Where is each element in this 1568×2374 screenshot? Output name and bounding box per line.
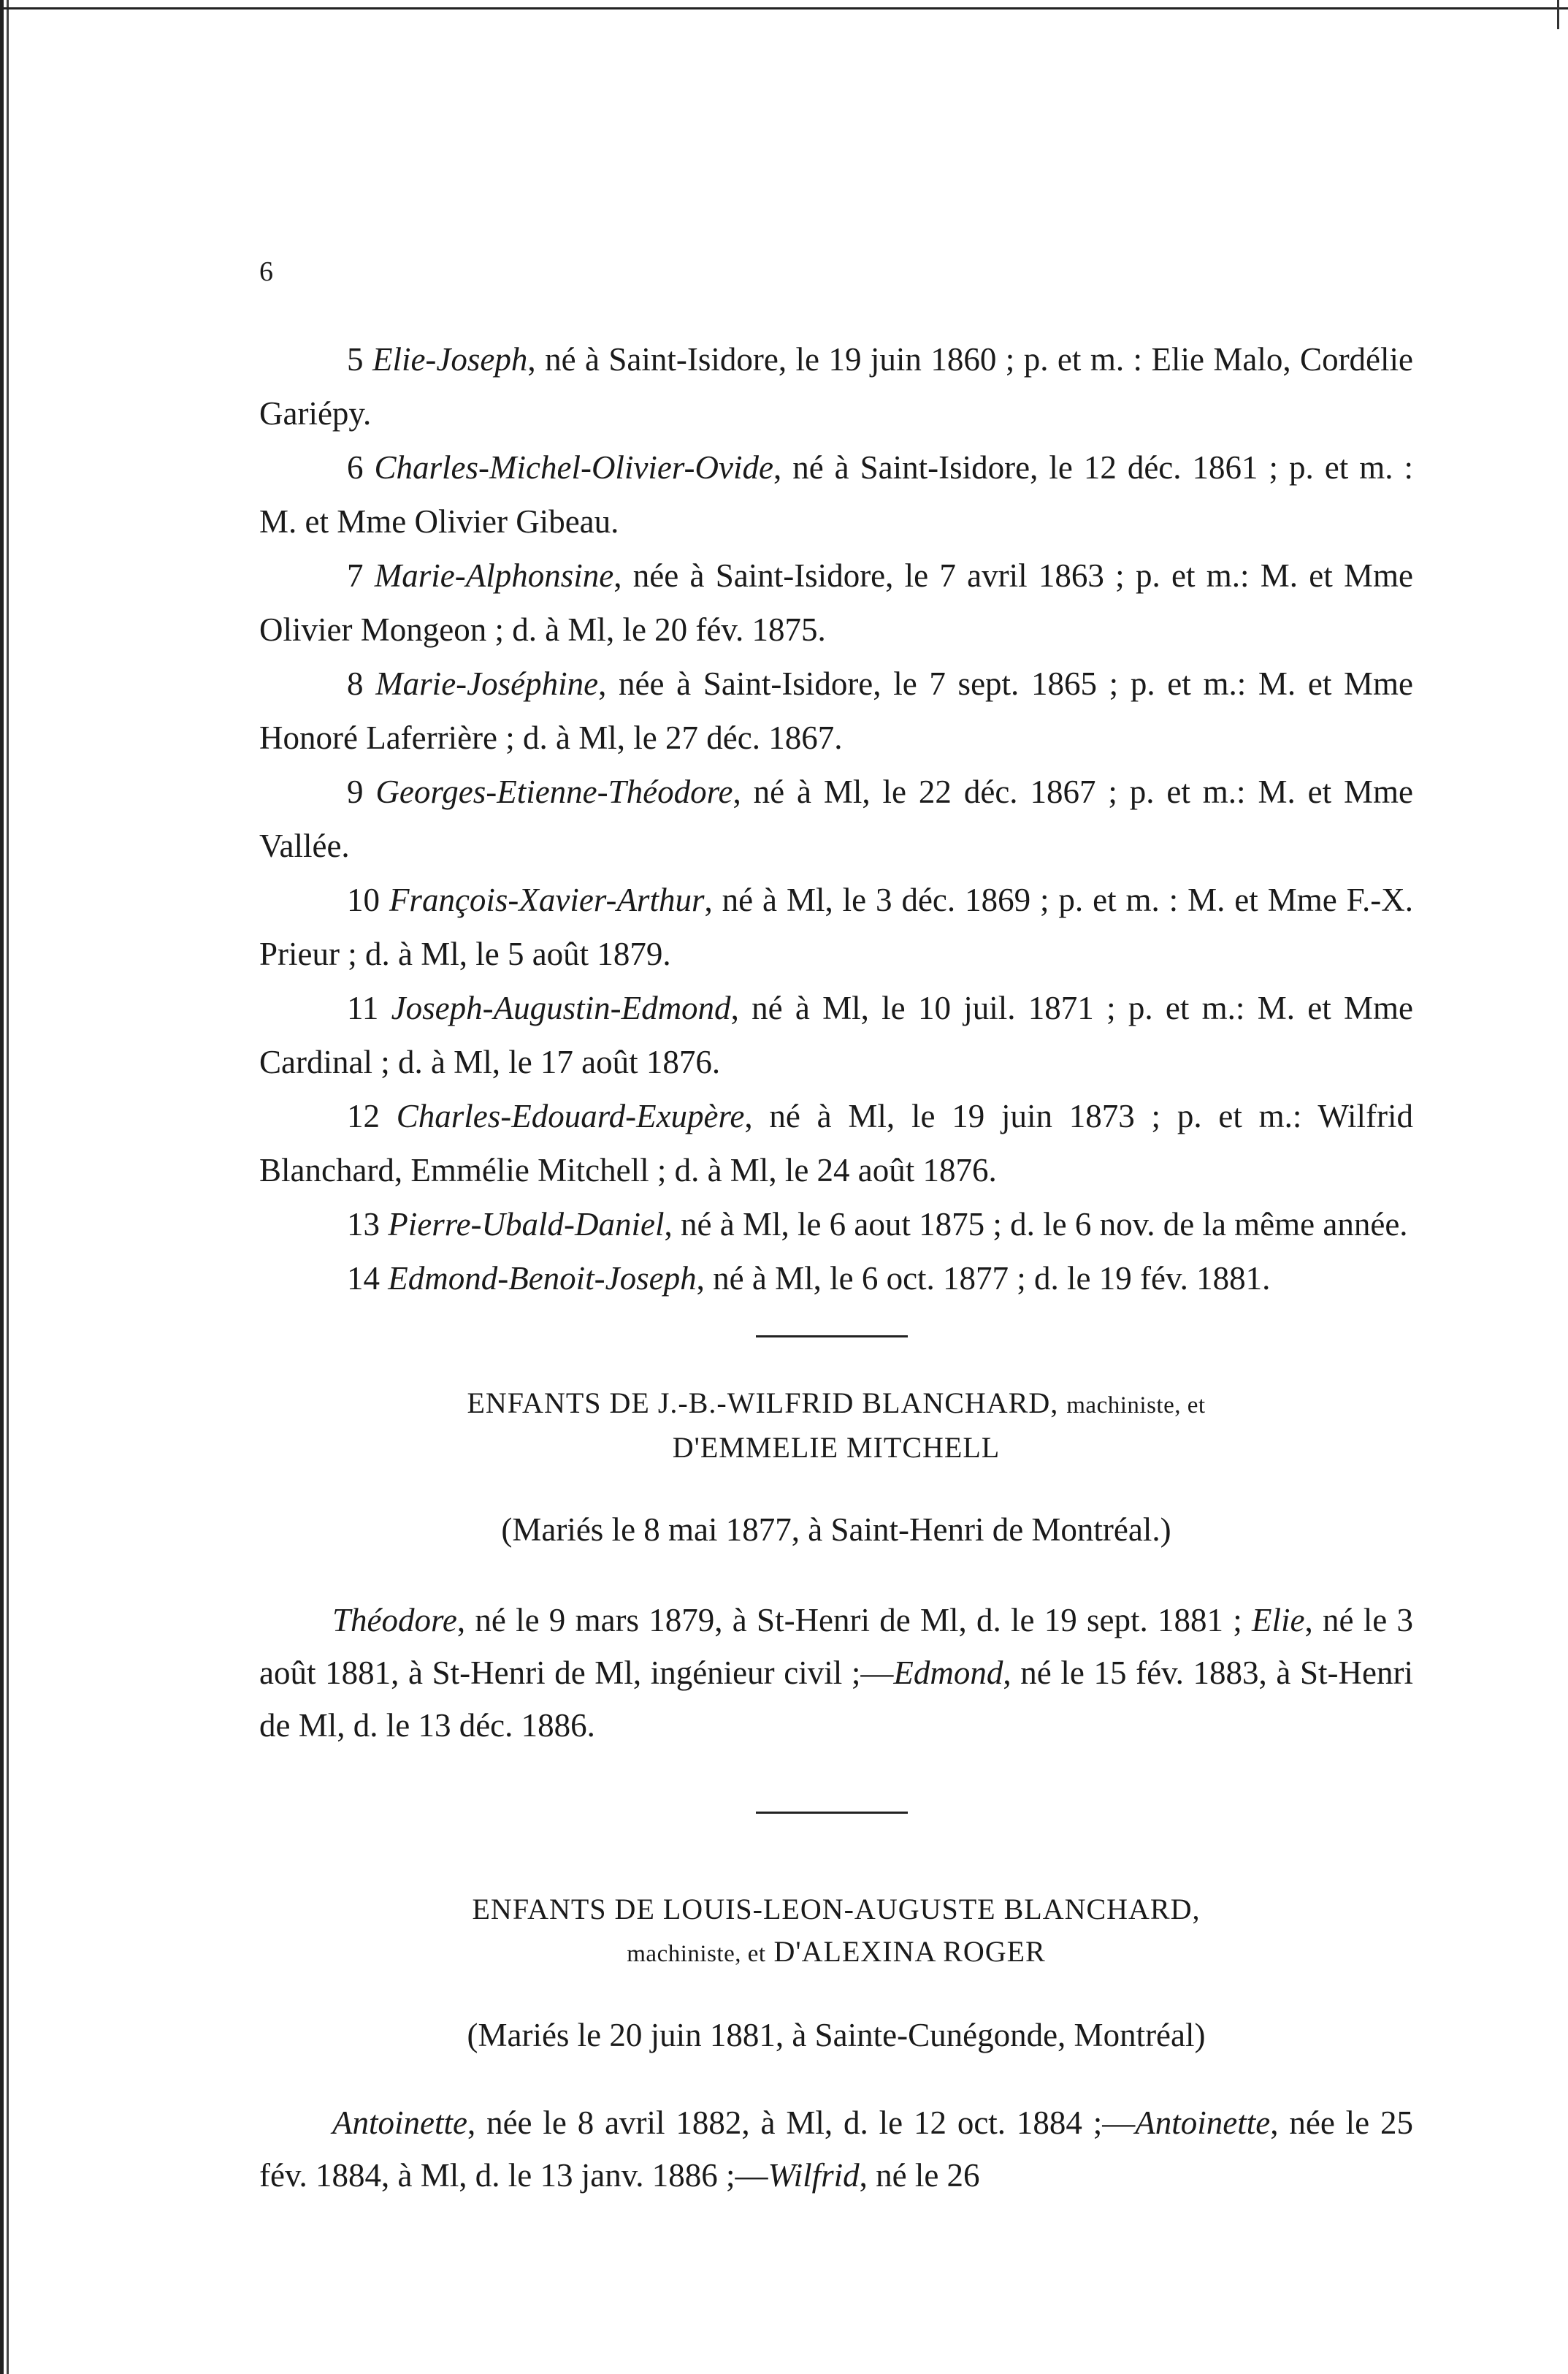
entry-number: 13	[347, 1206, 380, 1243]
entry-name: François-Xavier-Arthur	[389, 882, 705, 918]
child-name: Elie	[1252, 1602, 1305, 1638]
entry-name: Charles-Michel-Olivier-Ovide	[374, 449, 773, 486]
entry-text: , née à Saint-Isidore, le 7 avril 1863 ; p. et m.: M. et Mme Olivier Mongeon ; d. à Ml, le 20 fév. 1875.	[259, 557, 1414, 648]
page-scan-edge-mark	[1557, 0, 1559, 29]
heading-title: ENFANTS DE LOUIS-LEON-AUGUSTE BLANCHARD,	[472, 1893, 1201, 1925]
section-divider	[756, 1812, 908, 1814]
entry-text: , né à Ml, le 19 juin 1873 ; p. et m.: Wilfrid Blanchard, Emmélie Mitchell ; d. à Ml, le 24 août 1876.	[259, 1098, 1413, 1188]
page-scan-edge-top	[0, 0, 1568, 9]
entry-number: 9	[347, 774, 364, 810]
entry-name: Joseph-Augustin-Edmond	[391, 990, 731, 1026]
entry-name: Charles-Edouard-Exupère	[396, 1098, 745, 1134]
entry-14	[259, 1251, 1413, 1305]
entry-text: , né à Saint-Isidore, le 19 juin 1860 ; p. et m. : Elie Malo, Cordélie Gariépy.	[259, 341, 1414, 432]
entry-text: , né à Saint-Isidore, le 12 déc. 1861 ; p. et m. : M. et Mme Olivier Gibeau.	[259, 449, 1414, 540]
entry-name: Marie-Alphonsine	[374, 557, 614, 594]
entry-number: 5	[347, 341, 364, 378]
page-number: 6	[259, 256, 273, 287]
entry-text: , né à Ml, le 10 juil. 1871 ; p. et m.: M. et Mme Cardinal ; d. à Ml, le 17 août 1876.	[259, 990, 1414, 1080]
child-name: Théodore	[332, 1602, 457, 1638]
entry-number: 6	[347, 449, 364, 486]
entry-name: Pierre-Ubald-Daniel	[388, 1206, 665, 1243]
child-name: Wilfrid	[768, 2157, 860, 2194]
heading-spouse: D'ALEXINA ROGER	[773, 1935, 1046, 1968]
children-paragraph	[259, 1594, 1413, 1752]
section-divider	[756, 1335, 908, 1337]
entry-6	[259, 440, 1413, 549]
child-name: Edmond	[893, 1654, 1003, 1691]
entry-9	[259, 765, 1413, 873]
entry-12	[259, 1089, 1413, 1197]
entry-number: 10	[347, 882, 380, 918]
child-text: , né le 26	[859, 2157, 980, 2194]
page-scan-edge-left	[0, 0, 10, 2374]
child-name: Antoinette	[332, 2104, 467, 2141]
child-text: , née le 8 avril 1882, à Ml, d. le 12 oct. 1884 ;—	[467, 2104, 1136, 2141]
children-paragraph	[259, 2096, 1413, 2202]
entry-number: 11	[347, 990, 379, 1026]
entry-8	[259, 657, 1413, 765]
entry-number: 8	[347, 665, 364, 702]
child-text: , né le 15 fév. 1883, à St-Henri de Ml, d. le 13 déc. 1886.	[259, 1654, 1413, 1744]
entry-text: , né à Ml, le 6 oct. 1877 ; d. le 19 fév. 1881.	[696, 1260, 1271, 1297]
entry-text: , né à Ml, le 22 déc. 1867 ; p. et m.: M. et Mme Vallée.	[259, 774, 1414, 864]
entry-text: , né à Ml, le 6 aout 1875 ; d. le 6 nov. de la même année.	[664, 1206, 1408, 1243]
entry-5	[259, 332, 1413, 440]
entry-text: , né à Ml, le 3 déc. 1869 ; p. et m. : M. et Mme F.-X. Prieur ; d. à Ml, le 5 août 1879.	[259, 882, 1414, 972]
entry-name: Elie-Joseph	[372, 341, 528, 378]
entry-number: 14	[347, 1260, 380, 1297]
section-heading-wilfrid	[259, 1382, 1413, 1469]
entry-text: , née à Saint-Isidore, le 7 sept. 1865 ; p. et m.: M. et Mme Honoré Laferrière ; d. à Ml, le 27 déc. 1867.	[259, 665, 1413, 756]
entries-list	[259, 332, 1413, 1305]
heading-occupation: machiniste, et	[627, 1941, 766, 1967]
entry-13	[259, 1197, 1413, 1251]
marriage-line: (Mariés le 20 juin 1881, à Sainte-Cunégonde, Montréal)	[467, 2017, 1206, 2053]
child-name: Antoinette	[1135, 2104, 1271, 2141]
entry-number: 12	[347, 1098, 380, 1134]
child-text: , né le 3 août 1881, à St-Henri de Ml, ingénieur civil ;—	[259, 1602, 1413, 1691]
entry-name: Georges-Etienne-Théodore	[375, 774, 733, 810]
marriage-line: (Mariés le 8 mai 1877, à Saint-Henri de Montréal.)	[501, 1511, 1171, 1548]
heading-title: ENFANTS DE J.-B.-WILFRID BLANCHARD,	[467, 1386, 1059, 1419]
entry-7	[259, 549, 1413, 657]
heading-occupation: machiniste, et	[1066, 1392, 1206, 1419]
entry-11	[259, 981, 1413, 1089]
entry-number: 7	[347, 557, 364, 594]
entry-name: Edmond-Benoit-Joseph	[388, 1260, 697, 1297]
child-text: , né le 9 mars 1879, à St-Henri de Ml, d. le 19 sept. 1881 ;	[456, 1602, 1253, 1638]
section-heading-louis	[259, 1888, 1413, 1975]
entry-name: Marie-Joséphine	[375, 665, 599, 702]
entry-10	[259, 873, 1413, 981]
heading-spouse: D'EMMELIE MITCHELL	[672, 1431, 1001, 1464]
child-text: , née le 25 fév. 1884, à Ml, d. le 13 janv. 1886 ;—	[259, 2104, 1414, 2194]
